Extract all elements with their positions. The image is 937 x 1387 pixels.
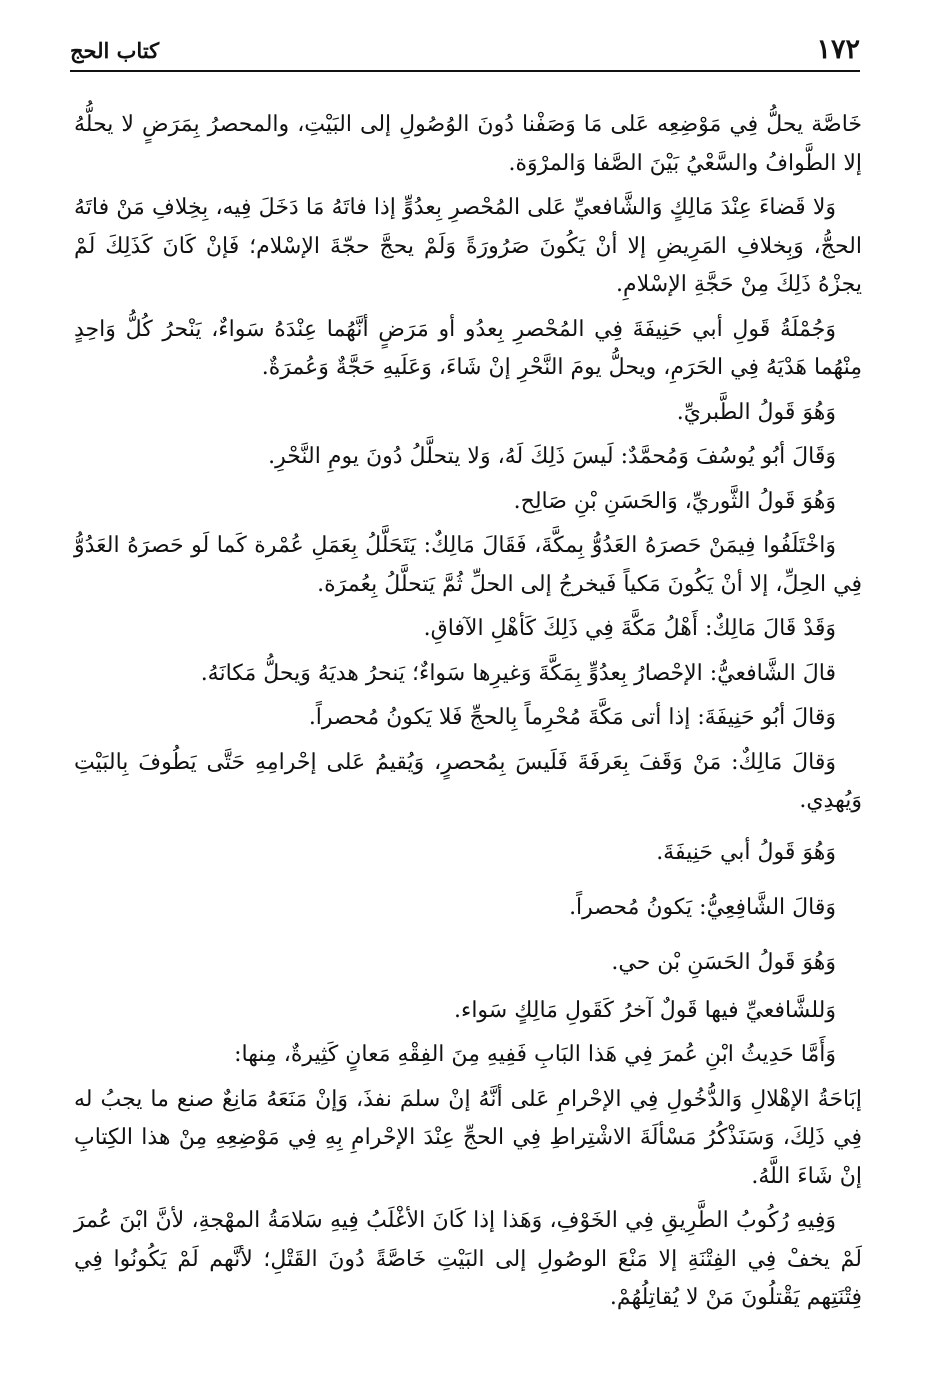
paragraph: وَقالَ مَالِكٌ: مَنْ وَقَفَ بِعَرفَةَ فَلَيسَ بِمُحصرٍ، وَيُقيمُ عَلى إحْرامِهِ حَتَّى يَطُوفَ بِالبَيْتِ وَيُهدِي.	[74, 749, 862, 813]
page-body	[74, 106, 862, 1324]
paragraph: وَهُوَ قَولُ الثَّوريِّ، وَالحَسَنِ بْنِ صَالِح.	[513, 488, 836, 514]
paragraph: وَقالَ الشَّافِعِيُّ: يَكونُ مُحصراً.	[569, 894, 836, 920]
paragraph: خَاصَّة يحلُّ فِي مَوْضِعِه عَلى مَا وَصَفْنا دُونَ الوُصُولِ إلى البَيْتِ، والمحصرُ بِمَرَضٍ لا يحلُّهُ إلا الطَّوافُ والسَّعْيُ بَيْنَ الصَّفا وَالمرْوَة.	[74, 112, 862, 176]
paragraph: وَللشَّافعيِّ فيها قَولٌ آخرُ كَقَولِ مَالِكٍ سَواء.	[453, 997, 836, 1023]
page-number: ١٧٢	[816, 34, 860, 65]
header-rule	[70, 70, 860, 72]
paragraph: وَقَالَ أبُو يُوسُفَ وَمُحمَّدٌ: لَيسَ ذَلِكَ لَهُ، وَلا يتحلَّلُ دُونَ يومِ النَّحْرِ.	[268, 444, 836, 469]
paragraph: إبَاحَةُ الإهْلالِ وَالدُّخُولِ فِي الإحْرامِ عَلى أنَّهُ إنْ سلمَ نفذَ، وَإنْ مَنَعَهُ مَانِعٌ صنع ما يجبُ له فِي ذَلِكَ، وَسَنَذْكُرُ مَسْألَةَ الاشْتِراطِ فِي الحجِّ عِنْدَ الإحْرامِ بِهِ فِي مَوْضِعِهِ مِنْ هذا الكِتابِ إنْ شَاءَ اللَّهُ.	[74, 1086, 862, 1189]
paragraph: قالَ الشَّافعيُّ: الإحْصارُ بِعدُوٍّ بِمَكَّةَ وَغيرِها سَواءٌ؛ يَنحرُ هديَهُ وَيحلُّ مَكانَهُ.	[200, 660, 836, 686]
paragraph: وَهُوَ قَولُ الطَّبريِّ.	[676, 399, 836, 425]
paragraph: وَقالَ أبُو حَنِيفَةَ: إذا أتى مَكَّةَ مُحْرِماً بِالحجِّ فَلا يَكونُ مُحصراً.	[308, 705, 836, 730]
paragraph: وَفِيهِ رُكُوبُ الطَّرِيقِ فِي الخَوْفِ، وَهَذا إذا كَانَ الأغْلَبُ فِيهِ سَلامَةُ المهْجةِ، لأنَّ ابْنَ عُمرَ لَمْ يخفْ فِي الفِتْنَةِ إلا مَنْعَ الوصُولِ إلى البَيْتِ خَاصَّةً دُونَ القَتْلِ؛ لأنَّهم لَمْ يَكُونُوا فِي فِتْنَتِهم يَقْتلُونَ مَنْ لا يُقاتِلُهُمْ.	[74, 1208, 862, 1310]
paragraph: وَهُوَ قَولُ أبي حَنِيفَةَ.	[656, 839, 836, 865]
page-header	[70, 34, 860, 70]
paragraph: وَقَدْ قَالَ مَالِكٌ: أَهْلُ مَكَّةَ فِي ذَلِكَ كَأهْلِ الآفاقِ.	[423, 616, 836, 641]
paragraph: وَاخْتَلَفُوا فِيمَنْ حَصرَهُ العَدُوُّ بِمكَّةَ، فَقَالَ مَالِكٌ: يَتَحَلَّلُ بِعَمَلِ عُمْرة كَما لَو حَصرَهُ العَدُوُّ فِي الحِلِّ، إلا أنْ يَكُونَ مَكياً فَيخرجُ إلى الحلِّ ثُمَّ يَتحلَّلُ بِعُمرَة.	[74, 533, 862, 597]
paragraph: وَجُمْلَةُ قَولِ أبي حَنِيفَةَ فِي المُحْصرِ بِعدُو أو مَرَضٍ أنَّهُما عِنْدَهُ سَواءٌ، يَنْحرُ كُلُّ وَاحِدٍ مِنْهُما هَدْيَهُ فِي الحَرَمِ، ويحلُّ يومَ النَّحْرِ إنْ شَاءَ، وَعَلَيهِ حَجَّةٌ وَعُمرَةٌ.	[74, 316, 862, 380]
paragraph: وَأَمَّا حَدِيثُ ابْنِ عُمرَ فِي هَذا البَابِ فَفِيهِ مِنَ الفِقْهِ مَعانٍ كَثِيرةٌ، مِنها:	[234, 1042, 836, 1067]
paragraph: وَهُوَ قَولُ الحَسَنِ بْن حي.	[611, 949, 836, 975]
book-title: كتاب الحج	[70, 38, 160, 63]
paragraph: وَلا قَضاءَ عِنْدَ مَالِكٍ وَالشَّافعيِّ عَلى المُحْصرِ بِعدُوٍّ إذا فاتَهُ مَا دَخَلَ فِيه، بِخِلافِ مَنْ فاتَهُ الحجُّ، وَبِخلافِ المَرِيضِ إلا أنْ يَكُونَ صَرُورَةً وَلَمْ يحجَّ حجّةَ الإسْلام؛ فَإنْ كَانَ كَذَلِكَ لَمْ يجزْهُ ذَلِكَ مِنْ حَجَّةِ الإسْلامِ.	[74, 195, 862, 297]
